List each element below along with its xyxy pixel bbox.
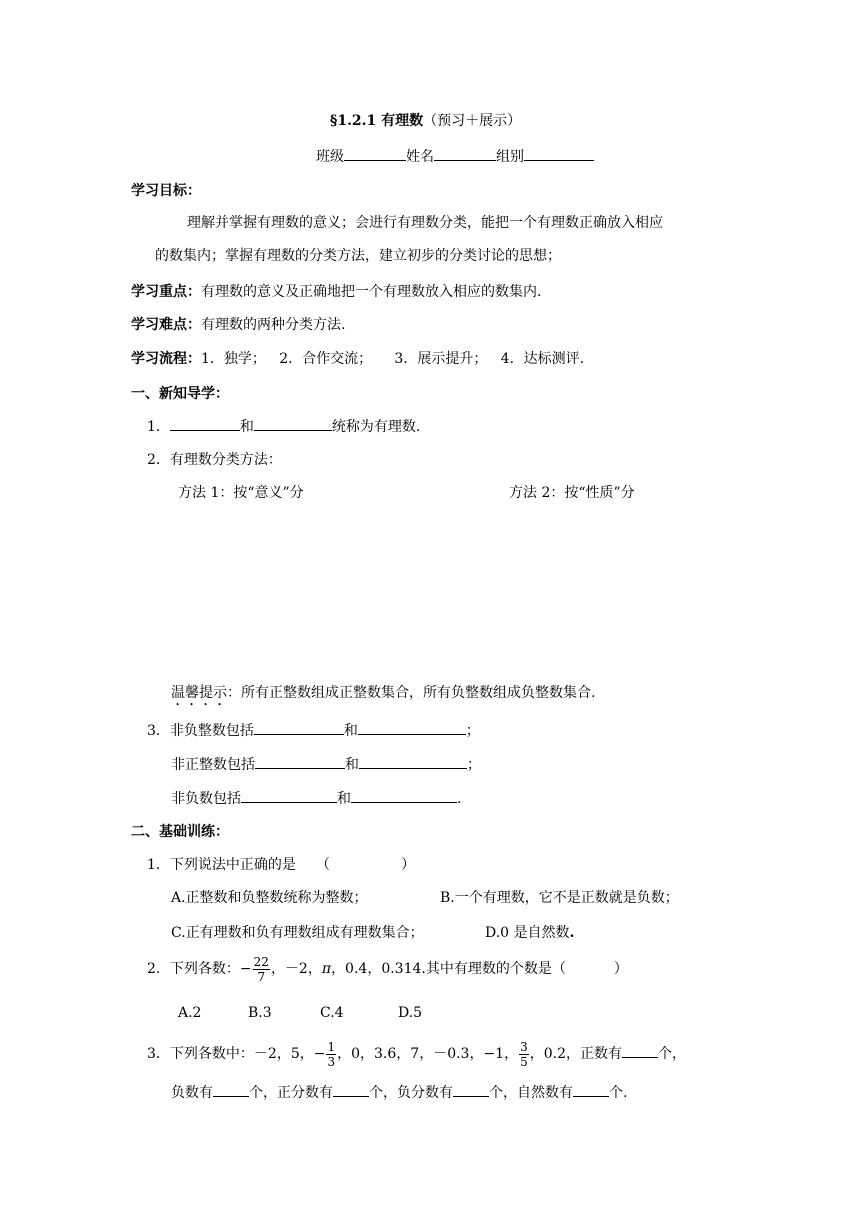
section2-heading: 二、基础训练： xyxy=(131,824,229,840)
s2-q1-optB[interactable]: B.一个有理数，它不是正数就是负数； xyxy=(440,890,679,906)
title-main: §1.2.1 有理数 xyxy=(330,113,424,129)
goals-line2: 的数集内；掌握有理数的分类方法，建立初步的分类讨论的思想； xyxy=(155,248,561,264)
s2-q3-frac1-den: 3 xyxy=(327,1054,336,1069)
s2-q1-optC[interactable]: C.正有理数和负有理数组成有理数集合； xyxy=(171,925,424,941)
s1-q3-line3 xyxy=(171,788,461,809)
s1-q3-prefix3: 非负数包括 xyxy=(171,791,241,807)
s2-q3-frac1-num: 1 xyxy=(327,1039,336,1054)
s2-q3-line2 xyxy=(171,1082,627,1103)
s1-q3-prefix1: 3．非负整数包括 xyxy=(147,723,254,739)
s2-q3-blank-pos-frac[interactable] xyxy=(333,1082,369,1097)
s2-q1-optD-text: D.0 是自然数 xyxy=(485,925,570,941)
class-blank[interactable] xyxy=(344,146,406,161)
s2-q2-optD[interactable]: D.5 xyxy=(398,1005,423,1021)
s2-q3-mid: ，0，3.6，7，－0.3，−1， xyxy=(337,1046,519,1062)
s2-q2-optB[interactable]: B.3 xyxy=(248,1005,272,1021)
s2-q3-l2c: 个，负分数有 xyxy=(369,1085,453,1101)
page-title xyxy=(330,111,521,131)
s1-q3-blank3b[interactable] xyxy=(351,788,457,803)
s2-q3-minus: − xyxy=(313,1046,326,1062)
s2-q2-minus: − xyxy=(239,961,252,977)
s2-q1-optD-end: . xyxy=(569,925,575,941)
tip xyxy=(171,683,595,709)
s2-q2-fraction xyxy=(253,955,270,984)
s1-q1-blank2[interactable] xyxy=(254,416,332,431)
s2-q3-blank-neg-frac[interactable] xyxy=(453,1082,489,1097)
header-fields xyxy=(316,146,594,167)
s2-q1 xyxy=(147,855,415,875)
goals-line1: 理解并掌握有理数的意义；会进行有理数分类，能把一个有理数正确放入相应 xyxy=(187,215,663,231)
s2-q2-stem: 2．下列各数： xyxy=(147,961,240,977)
s1-q3-period: . xyxy=(457,791,462,807)
s2-q3-frac2-den: 5 xyxy=(520,1054,528,1069)
s2-q3-blank-natural[interactable] xyxy=(573,1082,609,1097)
s2-q1-optD[interactable] xyxy=(485,923,574,943)
s1-q3-blank3a[interactable] xyxy=(241,788,337,803)
key-points-label: 学习重点： xyxy=(131,284,201,300)
s1-q3-and3: 和 xyxy=(337,791,351,807)
s1-q3-and2: 和 xyxy=(345,757,359,773)
s2-q1-paren[interactable]: （ ） xyxy=(315,857,416,873)
s2-q2-mid2: ，0.4，0.314.其中有理数的个数是（ xyxy=(331,961,566,977)
section1-heading: 一、新知导学： xyxy=(131,386,229,402)
tip-text: ：所有正整数组成正整数集合，所有负整数组成负整数集合. xyxy=(227,685,596,701)
difficulties-label: 学习难点： xyxy=(131,317,201,333)
s1-q1-and: 和 xyxy=(239,419,254,435)
s2-q2-mid1: ，－2， xyxy=(270,961,322,977)
s1-q1-end: 统称为有理数. xyxy=(331,419,421,435)
s2-q3-fraction1 xyxy=(326,1040,336,1069)
name-label: 姓名 xyxy=(406,149,434,165)
goals-label: 学习目标： xyxy=(131,183,201,199)
key-points xyxy=(131,282,541,302)
group-blank[interactable] xyxy=(524,146,594,161)
s2-q3-tail: ，0.2，正数有 xyxy=(529,1046,622,1062)
s1-q3-semi2: ； xyxy=(467,757,481,773)
s2-q2-pi: π xyxy=(321,961,332,977)
s2-q3-l2e: 个. xyxy=(609,1085,628,1101)
class-label: 班级 xyxy=(316,149,344,165)
s2-q2-optA[interactable]: A.2 xyxy=(178,1005,202,1021)
s1-q1 xyxy=(147,416,420,437)
title-suffix: （预习＋展示） xyxy=(423,113,522,129)
s2-q3-l2a: 负数有 xyxy=(171,1085,213,1101)
s1-q3-and1: 和 xyxy=(343,723,358,739)
method2-label: 方法 2：按“性质”分 xyxy=(509,485,635,501)
s1-q3-blank1b[interactable] xyxy=(358,720,466,735)
s2-q3-line1 xyxy=(147,1036,686,1072)
difficulties-text: 有理数的两种分类方法. xyxy=(201,317,346,333)
s1-q1-num: 1． xyxy=(147,419,170,435)
s1-q2: 2．有理数分类方法： xyxy=(147,452,282,468)
s2-q3-blank-negative[interactable] xyxy=(213,1082,249,1097)
process-label: 学习流程： xyxy=(131,351,201,367)
tip-label: 温馨提示 xyxy=(171,685,227,701)
s2-q2-close: ） xyxy=(613,961,628,977)
difficulties xyxy=(131,315,345,335)
method1-label: 方法 1：按“意义”分 xyxy=(178,485,304,501)
s1-q3-blank1a[interactable] xyxy=(254,720,344,735)
s1-q3-line2 xyxy=(171,754,481,775)
s2-q3-frac2-num: 3 xyxy=(520,1039,528,1054)
s1-q1-blank1[interactable] xyxy=(170,416,240,431)
group-label: 组别 xyxy=(496,149,524,165)
name-blank[interactable] xyxy=(434,146,496,161)
s2-q2 xyxy=(147,952,628,986)
process xyxy=(131,349,594,369)
s2-q3-blank-positive[interactable] xyxy=(622,1043,658,1058)
s2-q1-stem: 1．下列说法中正确的是 xyxy=(147,857,296,873)
s2-q3-l2d: 个，自然数有 xyxy=(489,1085,573,1101)
key-points-text: 有理数的意义及正确地把一个有理数放入相应的数集内. xyxy=(201,284,542,300)
s2-q3-fraction2 xyxy=(519,1040,529,1069)
s1-q3-blank2a[interactable] xyxy=(255,754,345,769)
s1-q3-blank2b[interactable] xyxy=(359,754,467,769)
s1-q3-line1 xyxy=(147,720,480,741)
s2-q2-frac-den: 7 xyxy=(257,969,266,984)
s2-q3-l2b: 个，正分数有 xyxy=(249,1085,333,1101)
s2-q2-frac-num: 22 xyxy=(253,954,269,969)
s1-q3-semi1: ； xyxy=(465,723,480,739)
s2-q1-optA[interactable]: A.正整数和负整数统称为整数； xyxy=(171,890,368,906)
s2-q2-optC[interactable]: C.4 xyxy=(320,1005,344,1021)
s1-q3-prefix2: 非正整数包括 xyxy=(171,757,255,773)
s2-q3-tail-end: 个， xyxy=(658,1046,686,1062)
process-text: 1．独学； 2．合作交流； 3．展示提升； 4．达标测评． xyxy=(201,351,594,367)
s2-q3-stem: 3．下列各数中：－2，5， xyxy=(147,1046,314,1062)
